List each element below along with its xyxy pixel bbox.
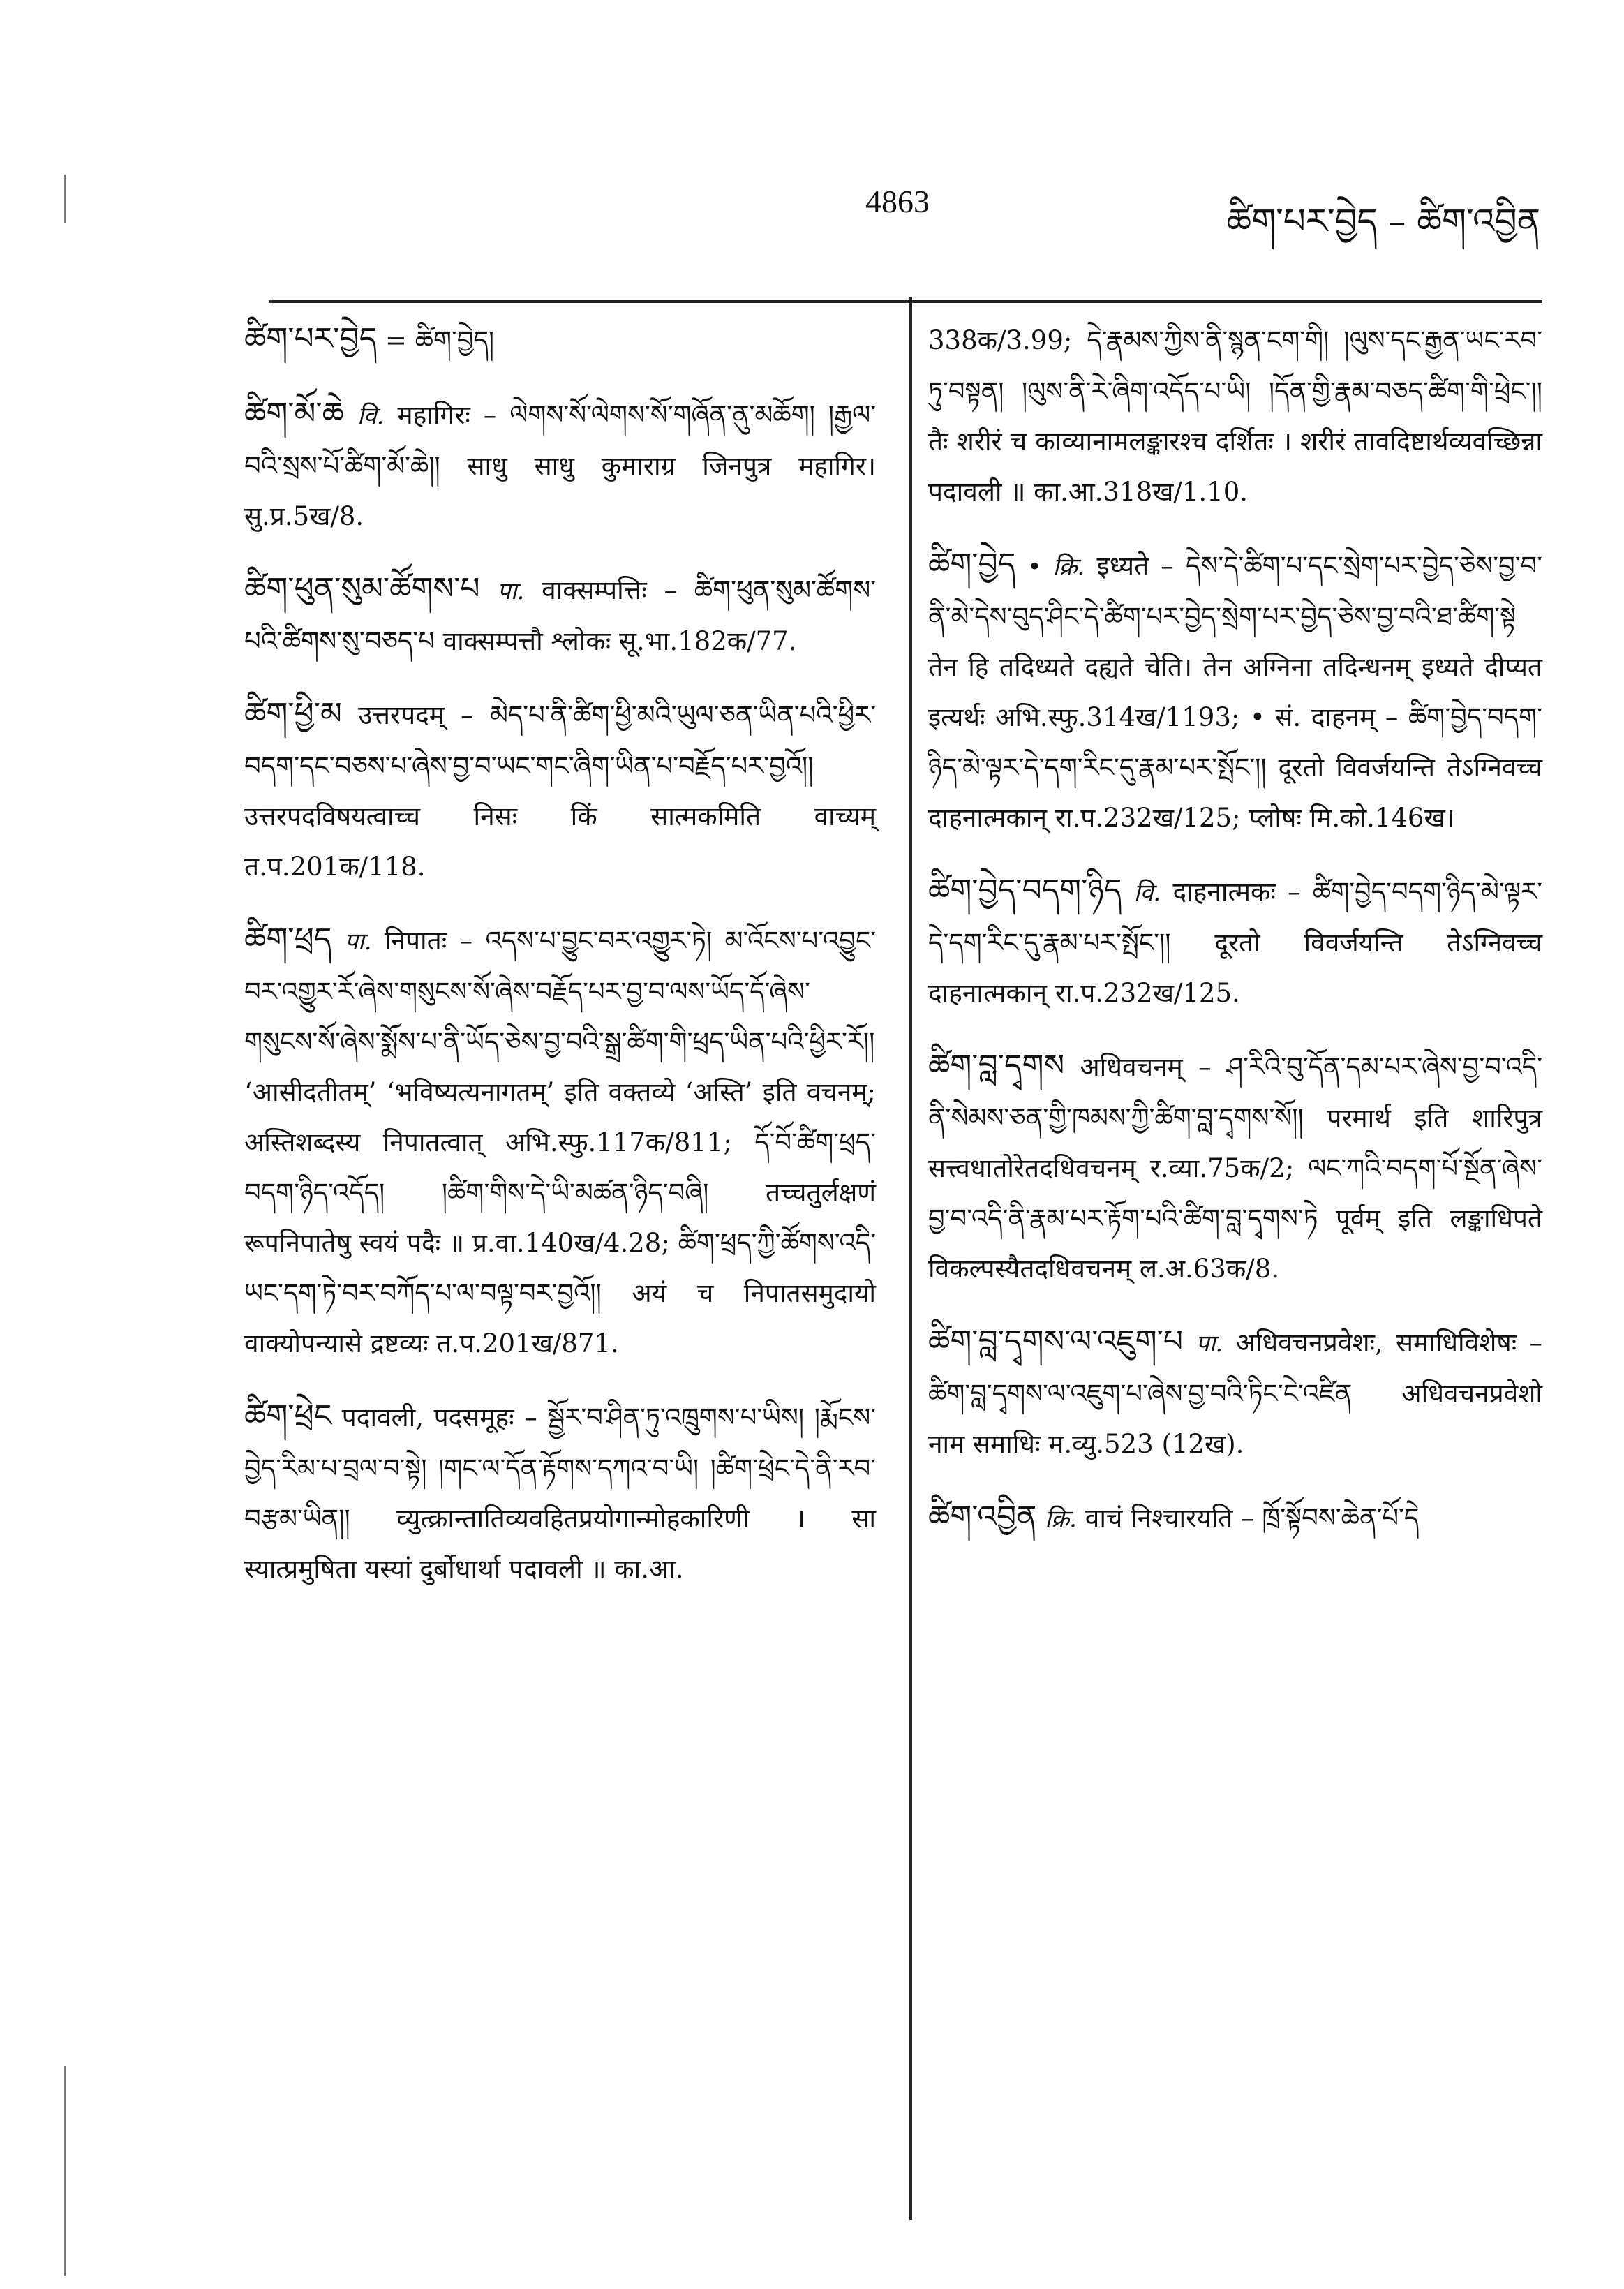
entry-body: 338क/3.99; དེ་རྣམས་ཀྱིས་ནི་སྙན་ངག་གི། །ལུས་དང་རྒྱན་ཡང་རབ་ཏུ་བསྟན། །ལུས་ནི་རེ་ཞིག་འདོད་པ་ཡི། །དོན་གྱི་རྣམ་བཅད་ཚིག་གི་ཕྲེང་།། तैः शरीरं च काव्यानामलङ्कारश्च दर्शितः । शरीरं तावदिष्टार्थव्यवच्छिन्ना पदावली ॥ का.आ.318ख/1.10. [928,325,1542,507]
headword: ཚིག་བྱེད [928,547,1016,582]
headword: ཚིག་བླ་དྭགས་ལ་འཇུག་པ [928,1324,1184,1359]
entry-body: पदावली, पदसमूहः – སྦྱོར་བ་ཤིན་ཏུ་འཁྲུགས་པ་ཡིས། །རྨོངས་བྱེད་རིམ་པ་བྲལ་བ་སྟེ། །གང་ལ་དོན་རྟོགས་དཀའ་བ་ཡི། །ཚིག་ཕྲེང་དེ་ནི་རབ་བརྩམ་ཡིན།། व्युत्क्रान्तातिव्यवहितप्रयोगान्मोहकारिणी । सा स्यात्प्रमुषिता यस्यां दुर्बोधार्था पदावली ॥ का.आ. [244,1402,876,1584]
dictionary-entry [928,866,1542,1018]
margin-mark [64,2066,66,2276]
grammar-tag: • क्रि. [1027,553,1085,581]
entry-body: निपातः – འདས་པ་བྱུང་བར་འགྱུར་ཏེ། མ་འོངས་པ་འབྱུང་བར་འགྱུར་རོ་ཞེས་གསུངས་སོ་ཞེས་བརྗོད་པར་བྱ་བ་ལས་ཡོད་དོ་ཞེས་གསུངས་སོ་ཞེས་སྨོས་པ་ནི་ཡོད་ཅེས་བྱ་བའི་སྒྲ་ཚིག་གི་ཕྲད་ཡིན་པའི་ཕྱིར་རོ།། ‘आसीदतीतम्’ ‘भविष्यत्यनागतम्’ इति वक्तव्ये ‘अस्ति’ इति वचनम्; अस्तिशब्दस्य निपातत्वात् अभि.स्फु.117क/811; དོ་བོ་ཚིག་ཕྲད་བདག་ཉིད་འདོད། །ཚིག་གིས་དེ་ཡི་མཚན་ཉིད་བཞི། तच्चतुर्लक्षणं रूपनिपातेषु स्वयं पदैः ॥ प्र.वा.140ख/4.28; ཚིག་ཕྲད་ཀྱི་ཚོགས་འདི་ཡང་དག་ཏེ་བར་བཀོད་པ་ལ་བལྟ་བར་བྱའོ།། अयं च निपातसमुदायो वाक्योपन्यासे द्रष्टव्यः त.प.201ख/871. [244,926,877,1358]
dictionary-entry [244,389,876,542]
headword: ཚིག་ཕྲད [244,921,332,957]
dictionary-entry [928,1041,1542,1294]
dictionary-entry [928,314,1542,517]
grammar-tag: पा. [497,577,525,605]
headword: ཚིག་ཕྱི་མ [244,696,342,732]
entry-body: = ཚིག་བྱེད། [385,325,495,355]
dictionary-entry [928,540,1542,843]
headword: ཚིག་བྱེད་བདག་ཉིད [928,873,1122,908]
dictionary-entry [928,1492,1542,1544]
dictionary-entry [244,1391,876,1594]
dictionary-entry [244,564,876,667]
column-divider [909,297,912,2220]
dictionary-entry [244,314,876,366]
headword: ཚིག་ཕུན་སུམ་ཚོགས་པ [244,571,480,607]
grammar-tag: पा. [344,928,372,956]
grammar-tag: वि. [1133,879,1161,907]
grammar-tag: वि. [357,402,385,430]
entry-body: वाचं निश्चारयति – ཁྲོ་སྟོབས་ཆེན་པོ་དེ [1085,1503,1420,1533]
page-number: 4863 [865,184,930,219]
entry-body: अधिवचनप्रवेशः, समाधिविशेषः – ཚིག་བླ་དྭགས་ལ་འཇུག་པ་ཞེས་བྱ་བའི་ཏིང་ངེ་འཛིན अधिवचनप्रवेशो नाम समाधिः म.व्यु.523 (12ख). [928,1328,1542,1459]
grammar-tag: क्रि. [1045,1505,1077,1533]
right-column [928,314,1542,1566]
entry-body: उत्तरपदम् – མེད་པ་ནི་ཚིག་ཕྱི་མའི་ཡུལ་ཅན་ཡིན་པའི་ཕྱིར་བདག་དང་བཅས་པ་ཞེས་བྱ་བ་ཡང་གང་ཞིག་ཡིན་པ་བརྗོད་པར་བྱའོ།། उत्तरपदविषयत्वाच्च निसः किं सात्मकमिति वाच्यम् त.प.201क/118. [244,700,876,882]
entry-body: वाक्सम्पत्तिः – ཚིག་ཕུན་སུམ་ཚོགས་པའི་ཚིགས་སུ་བཅད་པ वाक्सम्पत्तौ श्लोकः सू.भा.182क/77. [244,575,876,656]
headword: ཚིག་མོ་ཆེ [244,396,344,431]
margin-mark [64,175,66,223]
left-column [244,314,876,1617]
headword: ཚིག་པར་བྱེད [244,321,378,357]
dictionary-entry [244,689,876,892]
entry-body: अधिवचनम् – ཤ་རིའི་བུ་དོན་དམ་པར་ཞེས་བྱ་བ་འདི་ནི་སེམས་ཅན་གྱི་ཁམས་ཀྱི་ཚིག་བླ་དྭགས་སོ།། परमार्थ इति शारिपुत्र सत्त्वधातोरेतदधिवचनम् र.व्या.75क/2; ལང་ཀའི་བདག་པོ་སྔོན་ཞེས་བྱ་བ་འདི་ནི་རྣམ་པར་རྟོག་པའི་ཚིག་བླ་དྭགས་ཏེ पूर्वम् इति लङ्काधिपते विकल्पस्यैतदधिवचनम् ल.अ.63क/8. [928,1052,1543,1284]
headword: ཚིག་འབྱིན [928,1499,1037,1534]
top-rule [269,300,1542,303]
dictionary-entry [928,1317,1542,1469]
headword: ཚིག་ཕྲེང [244,1398,332,1434]
headword: ཚིག་བླ་དྭགས [928,1048,1065,1083]
dictionary-entry [244,914,876,1369]
running-head: ཚིག་པར་བྱེད – ཚིག་འབྱིན [1226,201,1540,242]
entry-body: इध्यते – དེས་དེ་ཚིག་པ་དང་སྲེག་པར་བྱེད་ཅེས་བྱ་བ་ནི་མེ་དེས་བུད་ཤིང་དེ་ཚིག་པར་བྱེད་སྲེག་པར་བྱེད་ཅེས་བྱ་བའི་ཐ་ཚིག་སྟེ तेन हि तदिध्यते दह्यते चेति। तेन अग्निना तदिन्धनम् इध्यते दीप्यत इत्यर्थः अभि.स्फु.314ख/1193; • सं. दाहनम् – ཚིག་བྱེད་བདག་ཉིད་མེ་ལྟར་དེ་དག་རིང་དུ་རྣམ་པར་སྤོང་།། दूरतो विवर्जयन्ति तेऽग्निवच्च दाहनात्मकान् रा.प.232ख/125; प्लोषः मि.को.146ख। [928,551,1543,833]
entry-body: महागिरः – ལེགས་སོ་ལེགས་སོ་གཞོན་ནུ་མཆོག། །རྒྱལ་བའི་སྲས་པོ་ཚིག་མོ་ཆེ།། साधु साधु कुमाराग्र जिनपुत्र महागिर। सु.प्र.5ख/8. [244,400,877,531]
entry-body: दाहनात्मकः – ཚིག་བྱེད་བདག་ཉིད་མེ་ལྟར་དེ་དག་རིང་དུ་རྣམ་པར་སྤོང་།། दूरतो विवर्जयन्ति तेऽग्निवच्च दाहनात्मकान् रा.प.232ख/125. [928,877,1542,1008]
grammar-tag: पा. [1195,1330,1223,1358]
